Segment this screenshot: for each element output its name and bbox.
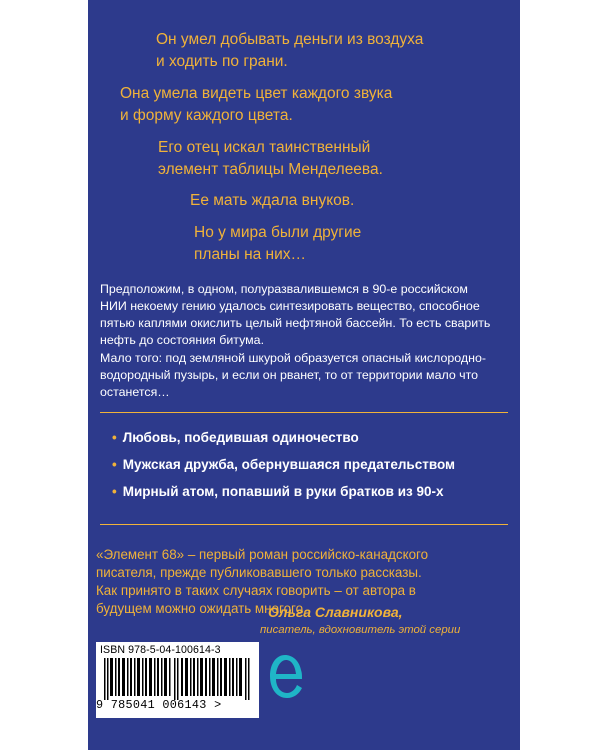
description-line: Предположим, в одном, полуразвалившемся в 90-е российском <box>100 282 468 296</box>
bullet-text: Мирный атом, попавший в руки братков из 90-х <box>122 484 444 499</box>
divider-bottom <box>100 524 508 525</box>
quote-line: Как принято в таких случаях говорить – от автора в <box>96 583 416 598</box>
isbn-label: ISBN 978-5-04-100614-3 <box>100 644 221 656</box>
description-line: останется… <box>100 385 170 399</box>
description-line: водородный пузырь, и если он рванет, то от территории мало что <box>100 368 479 382</box>
teaser-line: планы на них… <box>194 246 307 263</box>
bullet-item <box>112 430 359 446</box>
bullet-text: Любовь, победившая одиночество <box>122 430 359 445</box>
quote-author-role: писатель, вдохновитель этой серии <box>260 624 461 636</box>
bullet-item <box>112 457 455 473</box>
quote-line: «Элемент 68» – первый роман российско-канадского <box>96 547 429 562</box>
teaser-line: и форму каждого цвета. <box>120 107 293 124</box>
quote-line: будущем можно ожидать многого. <box>96 601 307 616</box>
barcode-panel <box>96 642 259 718</box>
barcode-icon <box>104 658 251 700</box>
bullet-item <box>112 484 444 500</box>
quote-line: писателя, прежде публиковавшего только рассказы. <box>96 565 422 580</box>
bullet-dot-icon: • <box>112 484 117 499</box>
teaser-line: Ее мать ждала внуков. <box>190 192 355 209</box>
publisher-e-logo-icon <box>268 652 306 704</box>
description-line: НИИ некоему гению удалось синтезировать вещество, способное <box>100 299 480 313</box>
barcode-digits: 9 785041 006143 > <box>96 698 222 712</box>
book-back-cover <box>88 0 520 750</box>
teaser-line: элемент таблицы Менделеева. <box>158 161 383 178</box>
teaser-line: Но у мира были другие <box>194 224 362 241</box>
bullet-dot-icon: • <box>112 430 117 445</box>
description-line: нефть до состояния битума. <box>100 333 265 347</box>
teaser-line: и ходить по грани. <box>156 53 288 70</box>
teaser-line: Его отец искал таинственный <box>158 139 371 156</box>
divider-top <box>100 412 508 413</box>
description-line: Мало того: под земляной шкурой образуется опасный кислородно- <box>100 351 486 365</box>
description-line: пятью каплями окислить целый нефтяной бассейн. То есть сварить <box>100 316 491 330</box>
bullet-text: Мужская дружба, обернувшаяся предательством <box>122 457 456 472</box>
teaser-line: Она умела видеть цвет каждого звука <box>120 85 393 102</box>
bullet-dot-icon: • <box>112 457 117 472</box>
quote-author: Ольга Славникова, <box>268 604 403 620</box>
teaser-line: Он умел добывать деньги из воздуха <box>156 31 424 48</box>
